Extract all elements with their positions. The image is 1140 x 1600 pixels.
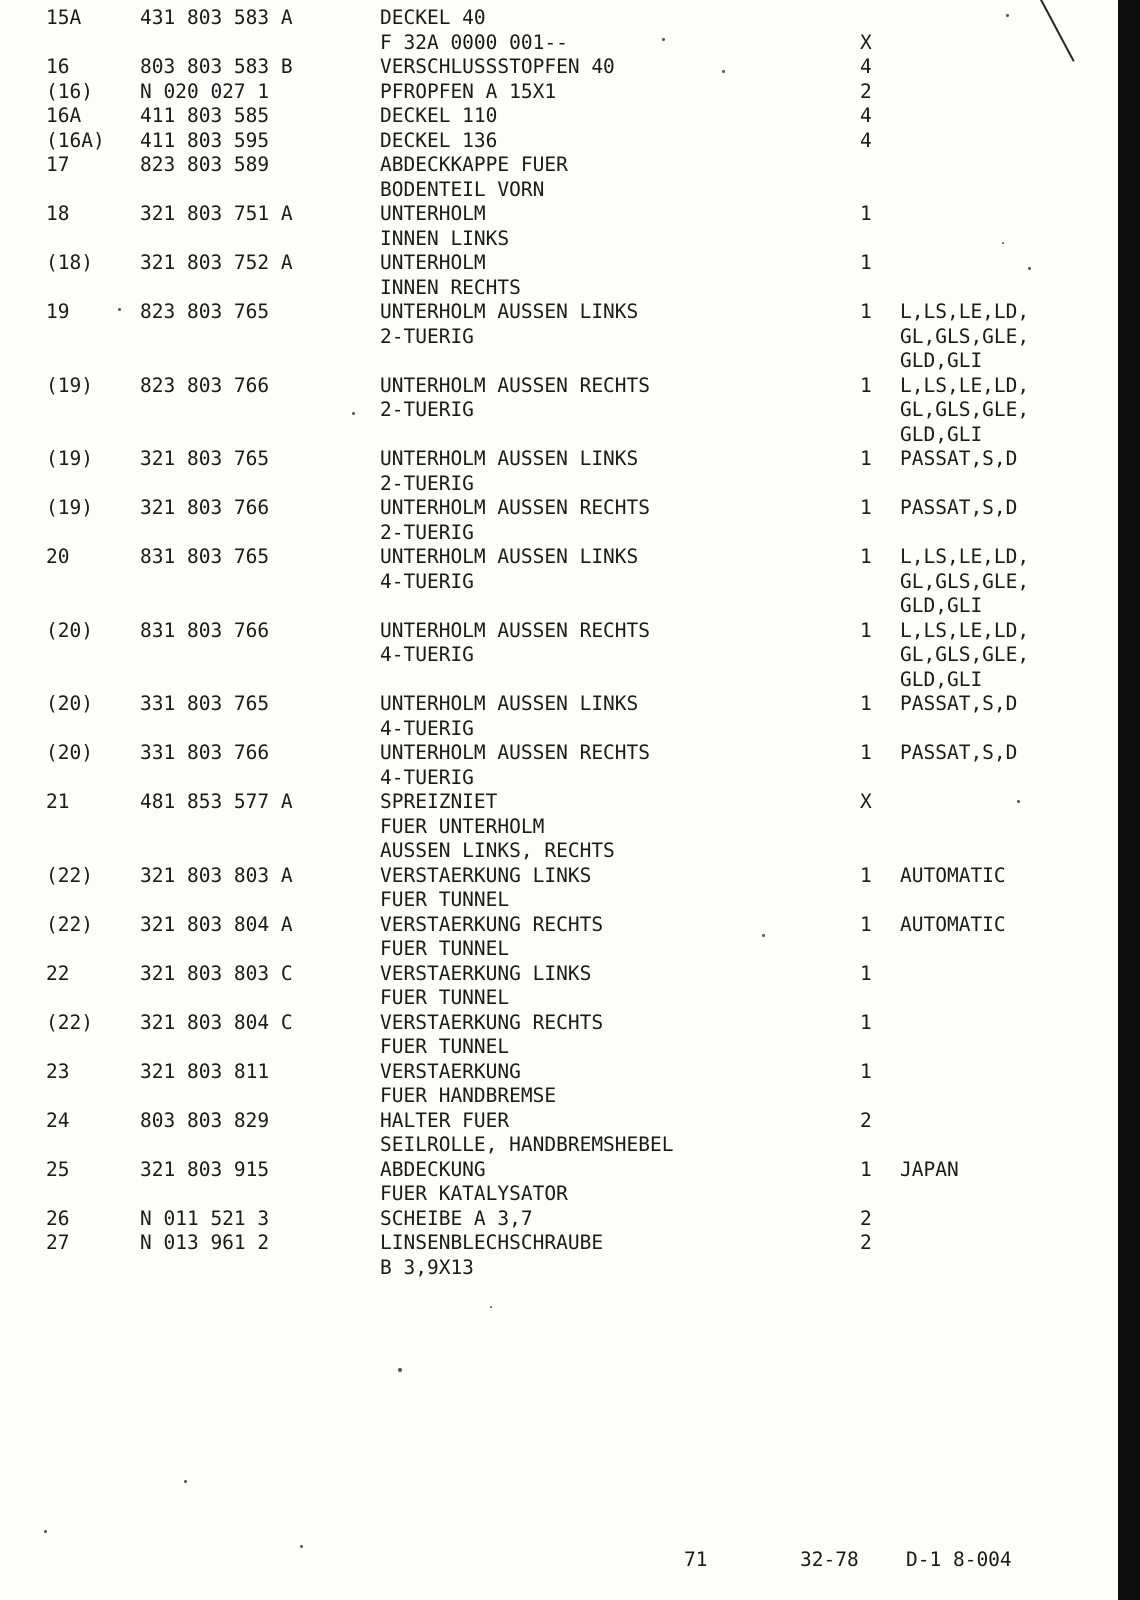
parts-row: [0, 913, 1100, 962]
part-description: 4-TUERIG: [380, 765, 474, 789]
quantity: 4: [860, 104, 872, 127]
position-number: 21: [46, 790, 70, 813]
position-number: 27: [46, 1231, 70, 1254]
quantity: 1: [860, 1157, 872, 1181]
footer-page-number: 71: [684, 1548, 708, 1571]
parts-row-line: [0, 472, 1100, 497]
model-remark: L,LS,LE,LD,: [900, 373, 1030, 397]
parts-row-line: [0, 6, 1100, 31]
part-number: 331 803 766: [140, 741, 270, 764]
parts-row-line: [0, 447, 1100, 472]
quantity: 2: [860, 1108, 872, 1132]
part-description: UNTERHOLM AUSSEN RECHTS: [380, 496, 651, 519]
part-number: 481 853 577 A: [140, 790, 293, 813]
parts-row: [0, 790, 1100, 864]
part-number: 823 803 766: [140, 373, 270, 397]
parts-row-line: [0, 374, 1100, 399]
part-number: 321 803 804 A: [140, 912, 293, 936]
quantity: 1: [860, 1059, 872, 1083]
parts-row-line: [0, 1256, 1100, 1281]
model-remark: JAPAN: [900, 1157, 959, 1181]
parts-row-line: [0, 1182, 1100, 1207]
position-number: 25: [46, 1157, 70, 1181]
parts-row-line: [0, 888, 1100, 913]
part-description: UNTERHOLM AUSSEN RECHTS: [380, 741, 651, 764]
footer-catalog-code: D-1 8-004: [906, 1548, 1012, 1571]
part-description: VERSTAERKUNG LINKS: [380, 961, 592, 985]
parts-row: [0, 1011, 1100, 1060]
part-description: DECKEL 136: [380, 128, 498, 152]
part-number: N 011 521 3: [140, 1206, 270, 1230]
part-description: UNTERHOLM: [380, 251, 486, 274]
parts-row-line: [0, 913, 1100, 938]
parts-row: [0, 202, 1100, 251]
parts-row-line: [0, 1158, 1100, 1183]
quantity: 1: [860, 251, 872, 274]
part-description: UNTERHOLM AUSSEN LINKS: [380, 447, 639, 470]
parts-row-line: [0, 864, 1100, 889]
position-number: 20: [46, 545, 70, 568]
quantity: 2: [860, 1231, 872, 1254]
parts-row-line: [0, 300, 1100, 325]
model-remark: GL,GLS,GLE,: [900, 324, 1030, 348]
part-description: F 32A 0000 001--: [380, 30, 568, 54]
part-description: 2-TUERIG: [380, 471, 474, 495]
part-description: DECKEL 110: [380, 104, 498, 127]
parts-row: [0, 1158, 1100, 1207]
part-description: UNTERHOLM AUSSEN LINKS: [380, 300, 639, 323]
position-number: (20): [46, 692, 93, 715]
position-number: 15A: [46, 6, 82, 29]
parts-row: [0, 55, 1100, 80]
quantity: 1: [860, 202, 872, 225]
part-description: UNTERHOLM AUSSEN RECHTS: [380, 618, 651, 642]
position-number: (18): [46, 251, 93, 274]
parts-row-line: [0, 741, 1100, 766]
part-description: FUER HANDBREMSE: [380, 1084, 557, 1107]
parts-row-line: [0, 766, 1100, 791]
part-number: 823 803 765: [140, 300, 270, 323]
parts-row-line: [0, 496, 1100, 521]
quantity: X: [860, 790, 872, 813]
parts-row: [0, 251, 1100, 300]
quantity: 1: [860, 961, 872, 985]
part-number: N 013 961 2: [140, 1231, 270, 1254]
parts-row-line: [0, 1133, 1100, 1158]
parts-row-line: [0, 276, 1100, 301]
model-remark: GL,GLS,GLE,: [900, 398, 1030, 421]
part-number: 321 803 803 C: [140, 961, 293, 985]
part-number: 331 803 765: [140, 692, 270, 715]
part-number: 321 803 765: [140, 447, 270, 470]
part-description: VERSTAERKUNG LINKS: [380, 863, 592, 887]
position-number: 19: [46, 300, 70, 323]
part-description: 2-TUERIG: [380, 398, 474, 421]
position-number: (19): [46, 447, 93, 470]
parts-row-line: [0, 251, 1100, 276]
model-remark: GL,GLS,GLE,: [900, 643, 1030, 666]
parts-row-line: [0, 1084, 1100, 1109]
part-number: 321 803 811: [140, 1059, 270, 1083]
parts-row: [0, 104, 1100, 129]
parts-row: [0, 1207, 1100, 1232]
parts-row-line: [0, 692, 1100, 717]
position-number: 16A: [46, 104, 82, 127]
part-description: 2-TUERIG: [380, 324, 474, 348]
parts-row-line: [0, 153, 1100, 178]
quantity: X: [860, 30, 872, 54]
part-number: N 020 027 1: [140, 79, 270, 103]
model-remark: PASSAT,S,D: [900, 692, 1018, 715]
parts-row: [0, 80, 1100, 105]
parts-row-line: [0, 839, 1100, 864]
parts-row: [0, 374, 1100, 448]
model-remark: L,LS,LE,LD,: [900, 618, 1030, 642]
part-description: VERSTAERKUNG: [380, 1059, 521, 1083]
part-description: UNTERHOLM AUSSEN LINKS: [380, 545, 639, 568]
parts-row-line: [0, 790, 1100, 815]
parts-row-line: [0, 962, 1100, 987]
part-description: AUSSEN LINKS, RECHTS: [380, 839, 615, 862]
model-remark: AUTOMATIC: [900, 863, 1006, 887]
part-number: 823 803 589: [140, 153, 270, 176]
model-remark: GLD,GLI: [900, 667, 983, 691]
parts-row: [0, 619, 1100, 693]
part-number: 411 803 595: [140, 128, 270, 152]
model-remark: L,LS,LE,LD,: [900, 545, 1030, 568]
parts-row: [0, 496, 1100, 545]
parts-row: [0, 864, 1100, 913]
quantity: 1: [860, 496, 872, 519]
parts-row: [0, 545, 1100, 619]
parts-row-line: [0, 80, 1100, 105]
position-number: (20): [46, 741, 93, 764]
parts-row-line: [0, 129, 1100, 154]
parts-list: [0, 6, 1100, 1280]
parts-row-line: [0, 570, 1100, 595]
quantity: 1: [860, 300, 872, 323]
quantity: 2: [860, 79, 872, 103]
part-number: 431 803 583 A: [140, 6, 293, 29]
part-description: UNTERHOLM AUSSEN LINKS: [380, 692, 639, 715]
parts-row: [0, 6, 1100, 55]
parts-row-line: [0, 1060, 1100, 1085]
part-description: 4-TUERIG: [380, 643, 474, 666]
part-number: 803 803 829: [140, 1108, 270, 1132]
part-description: SPREIZNIET: [380, 790, 498, 813]
position-number: 22: [46, 961, 70, 985]
part-description: INNEN RECHTS: [380, 275, 521, 299]
part-description: 2-TUERIG: [380, 520, 474, 544]
part-description: FUER TUNNEL: [380, 1035, 510, 1058]
position-number: (22): [46, 863, 93, 887]
parts-row-line: [0, 55, 1100, 80]
part-description: VERSCHLUSSSTOPFEN 40: [380, 55, 615, 78]
part-description: FUER TUNNEL: [380, 986, 510, 1009]
model-remark: PASSAT,S,D: [900, 447, 1018, 470]
position-number: (19): [46, 373, 93, 397]
position-number: 17: [46, 153, 70, 176]
parts-row-line: [0, 325, 1100, 350]
part-description: VERSTAERKUNG RECHTS: [380, 1010, 604, 1034]
part-description: FUER TUNNEL: [380, 937, 510, 960]
part-description: SCHEIBE A 3,7: [380, 1206, 533, 1230]
part-description: DECKEL 40: [380, 6, 486, 29]
parts-row-line: [0, 668, 1100, 693]
model-remark: GLD,GLI: [900, 349, 983, 372]
part-description: HALTER FUER: [380, 1108, 510, 1132]
quantity: 1: [860, 863, 872, 887]
parts-row-line: [0, 619, 1100, 644]
quantity: 1: [860, 912, 872, 936]
parts-row-line: [0, 398, 1100, 423]
quantity: 4: [860, 128, 872, 152]
part-description: FUER KATALYSATOR: [380, 1182, 568, 1205]
part-description: UNTERHOLM AUSSEN RECHTS: [380, 373, 651, 397]
parts-row-line: [0, 643, 1100, 668]
part-description: FUER TUNNEL: [380, 888, 510, 911]
parts-row: [0, 1109, 1100, 1158]
part-number: 321 803 915: [140, 1157, 270, 1181]
part-description: PFROPFEN A 15X1: [380, 79, 557, 103]
scan-dark-edge: [1118, 0, 1140, 1600]
position-number: (16): [46, 79, 93, 103]
parts-row-line: [0, 349, 1100, 374]
parts-row-line: [0, 1035, 1100, 1060]
parts-row-line: [0, 815, 1100, 840]
position-number: (16A): [46, 128, 105, 152]
quantity: 2: [860, 1206, 872, 1230]
position-number: (22): [46, 1010, 93, 1034]
part-description: 4-TUERIG: [380, 716, 474, 740]
parts-row: [0, 447, 1100, 496]
parts-row-line: [0, 423, 1100, 448]
parts-row: [0, 962, 1100, 1011]
part-description: FUER UNTERHOLM: [380, 814, 545, 838]
position-number: (20): [46, 618, 93, 642]
quantity: 1: [860, 741, 872, 764]
parts-row: [0, 153, 1100, 202]
parts-row-line: [0, 717, 1100, 742]
parts-row: [0, 300, 1100, 374]
position-number: 24: [46, 1108, 70, 1132]
parts-row: [0, 1060, 1100, 1109]
model-remark: GLD,GLI: [900, 594, 983, 617]
quantity: 1: [860, 447, 872, 470]
parts-row-line: [0, 202, 1100, 227]
parts-row-line: [0, 178, 1100, 203]
part-description: SEILROLLE, HANDBREMSHEBEL: [380, 1133, 674, 1156]
part-number: 321 803 766: [140, 496, 270, 519]
part-number: 321 803 804 C: [140, 1010, 293, 1034]
part-number: 411 803 585: [140, 104, 270, 127]
part-number: 803 803 583 B: [140, 55, 293, 78]
model-remark: AUTOMATIC: [900, 912, 1006, 936]
part-number: 321 803 803 A: [140, 863, 293, 887]
position-number: 26: [46, 1206, 70, 1230]
position-number: (19): [46, 496, 93, 519]
parts-row: [0, 692, 1100, 741]
model-remark: GL,GLS,GLE,: [900, 569, 1030, 593]
parts-row-line: [0, 104, 1100, 129]
part-number: 831 803 766: [140, 618, 270, 642]
parts-row-line: [0, 521, 1100, 546]
part-description: VERSTAERKUNG RECHTS: [380, 912, 604, 936]
parts-row-line: [0, 1109, 1100, 1134]
parts-row: [0, 129, 1100, 154]
part-description: 4-TUERIG: [380, 569, 474, 593]
parts-row: [0, 741, 1100, 790]
parts-row-line: [0, 986, 1100, 1011]
part-description: BODENTEIL VORN: [380, 177, 545, 201]
part-description: UNTERHOLM: [380, 202, 486, 225]
part-description: LINSENBLECHSCHRAUBE: [380, 1231, 604, 1254]
part-number: 321 803 751 A: [140, 202, 293, 225]
parts-row-line: [0, 227, 1100, 252]
quantity: 1: [860, 618, 872, 642]
position-number: 23: [46, 1059, 70, 1083]
quantity: 1: [860, 1010, 872, 1034]
page-footer: [0, 1545, 1100, 1575]
footer-group-number: 32-78: [800, 1548, 859, 1571]
part-description: ABDECKUNG: [380, 1157, 486, 1181]
parts-row: [0, 1231, 1100, 1280]
model-remark: PASSAT,S,D: [900, 741, 1018, 764]
part-number: 321 803 752 A: [140, 251, 293, 274]
parts-row-line: [0, 937, 1100, 962]
parts-row-line: [0, 1207, 1100, 1232]
part-number: 831 803 765: [140, 545, 270, 568]
quantity: 1: [860, 373, 872, 397]
part-description: ABDECKKAPPE FUER: [380, 153, 568, 176]
part-description: INNEN LINKS: [380, 226, 510, 250]
part-description: B 3,9X13: [380, 1255, 474, 1279]
position-number: 16: [46, 55, 70, 78]
parts-row-line: [0, 594, 1100, 619]
model-remark: L,LS,LE,LD,: [900, 300, 1030, 323]
model-remark: PASSAT,S,D: [900, 496, 1018, 519]
parts-row-line: [0, 1011, 1100, 1036]
model-remark: GLD,GLI: [900, 422, 983, 446]
quantity: 4: [860, 55, 872, 78]
quantity: 1: [860, 692, 872, 715]
parts-row-line: [0, 545, 1100, 570]
parts-row-line: [0, 1231, 1100, 1256]
parts-row-line: [0, 31, 1100, 56]
position-number: (22): [46, 912, 93, 936]
quantity: 1: [860, 545, 872, 568]
position-number: 18: [46, 202, 70, 225]
